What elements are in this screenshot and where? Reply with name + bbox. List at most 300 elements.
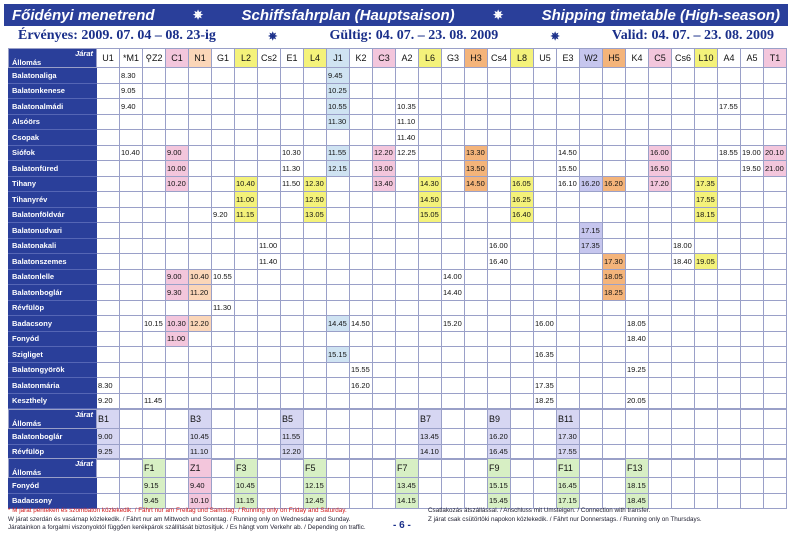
- time-cell: 9.15: [143, 478, 166, 494]
- allomas-label: Állomás: [12, 58, 42, 67]
- time-cell: [419, 68, 442, 84]
- star-icon: ✵: [550, 30, 560, 43]
- star-icon: ✵: [193, 8, 204, 22]
- time-cell: [212, 378, 235, 394]
- route-code: U1: [97, 49, 120, 68]
- table-row: [9, 285, 787, 301]
- time-cell: [626, 285, 649, 301]
- time-cell: 18.15: [695, 207, 718, 223]
- time-cell: [212, 68, 235, 84]
- route-code: [258, 410, 281, 429]
- time-cell: [695, 161, 718, 177]
- time-cell: [97, 161, 120, 177]
- time-cell: [741, 114, 764, 130]
- time-cell: [189, 331, 212, 347]
- time-cell: [212, 393, 235, 409]
- time-cell: [557, 393, 580, 409]
- route-code: N1: [189, 49, 212, 68]
- time-cell: 10.25: [327, 83, 350, 99]
- time-cell: [511, 285, 534, 301]
- time-cell: [534, 130, 557, 146]
- time-cell: [419, 378, 442, 394]
- time-cell: [304, 114, 327, 130]
- station-name: Balatonfüred: [9, 161, 97, 177]
- time-cell: [235, 68, 258, 84]
- time-cell: 13.30: [465, 145, 488, 161]
- route-code: E1: [281, 49, 304, 68]
- footnote-thursday: Z járat csak csütörtöki napokon közlekedik. / Fährt nur Donnerstags. / Running only on Thursdays.: [428, 515, 702, 523]
- station-name: Balatonboglár: [9, 285, 97, 301]
- time-cell: [511, 347, 534, 363]
- time-cell: [235, 347, 258, 363]
- time-cell: 12.25: [396, 145, 419, 161]
- table-row: [9, 393, 787, 409]
- time-cell: [764, 130, 787, 146]
- time-cell: [557, 300, 580, 316]
- time-cell: [350, 99, 373, 115]
- time-cell: [741, 362, 764, 378]
- time-cell: [488, 99, 511, 115]
- time-cell: [603, 99, 626, 115]
- time-cell: [419, 238, 442, 254]
- time-cell: [649, 429, 672, 445]
- time-cell: [534, 176, 557, 192]
- time-cell: [649, 362, 672, 378]
- time-cell: [442, 207, 465, 223]
- time-cell: [143, 68, 166, 84]
- time-cell: 17.35: [580, 238, 603, 254]
- validity-hu: Érvényes: 2009. 07. 04 – 08. 23-ig: [18, 28, 216, 43]
- time-cell: 9.20: [212, 207, 235, 223]
- time-cell: [97, 316, 120, 332]
- time-cell: [97, 68, 120, 84]
- time-cell: [741, 99, 764, 115]
- time-cell: 10.40: [235, 176, 258, 192]
- time-cell: [603, 478, 626, 494]
- time-cell: [741, 393, 764, 409]
- time-cell: 13.50: [465, 161, 488, 177]
- time-cell: 18.05: [603, 269, 626, 285]
- time-cell: [672, 393, 695, 409]
- time-cell: [534, 478, 557, 494]
- time-cell: [304, 393, 327, 409]
- time-cell: [695, 68, 718, 84]
- time-cell: [557, 362, 580, 378]
- time-cell: [534, 83, 557, 99]
- time-cell: [258, 378, 281, 394]
- time-cell: [143, 362, 166, 378]
- route-code: [649, 410, 672, 429]
- time-cell: [534, 254, 557, 270]
- time-cell: [327, 300, 350, 316]
- time-cell: [764, 238, 787, 254]
- time-cell: [442, 378, 465, 394]
- route-code: [396, 410, 419, 429]
- time-cell: [557, 223, 580, 239]
- time-cell: 11.20: [189, 285, 212, 301]
- route-code: [212, 410, 235, 429]
- time-cell: [695, 99, 718, 115]
- time-cell: [741, 68, 764, 84]
- time-cell: [741, 429, 764, 445]
- route-code: L2: [235, 49, 258, 68]
- table-row: [9, 99, 787, 115]
- time-cell: [511, 254, 534, 270]
- time-cell: [419, 161, 442, 177]
- table-row: [9, 83, 787, 99]
- time-cell: 15.05: [419, 207, 442, 223]
- time-cell: [327, 362, 350, 378]
- time-cell: [626, 254, 649, 270]
- station-name: Révfülöp: [9, 444, 97, 460]
- time-cell: [373, 316, 396, 332]
- time-cell: 11.45: [143, 393, 166, 409]
- station-name: Balatonudvari: [9, 223, 97, 239]
- time-cell: 10.30: [166, 316, 189, 332]
- time-cell: [465, 316, 488, 332]
- time-cell: [166, 207, 189, 223]
- station-name: Balatonkenese: [9, 83, 97, 99]
- time-cell: [419, 300, 442, 316]
- time-cell: [212, 347, 235, 363]
- time-cell: [350, 207, 373, 223]
- time-cell: [626, 192, 649, 208]
- time-cell: [603, 300, 626, 316]
- time-cell: [258, 478, 281, 494]
- time-cell: [350, 285, 373, 301]
- time-cell: [304, 429, 327, 445]
- time-cell: 17.20: [649, 176, 672, 192]
- time-cell: [97, 238, 120, 254]
- route-code: [120, 410, 143, 429]
- time-cell: [695, 316, 718, 332]
- time-cell: [511, 300, 534, 316]
- time-cell: [626, 114, 649, 130]
- route-code: [465, 459, 488, 478]
- title-en: Shipping timetable (High-season): [541, 6, 780, 24]
- time-cell: [695, 130, 718, 146]
- time-cell: [695, 238, 718, 254]
- time-cell: 14.30: [419, 176, 442, 192]
- time-cell: 12.15: [304, 478, 327, 494]
- time-cell: [534, 269, 557, 285]
- time-cell: [741, 269, 764, 285]
- time-cell: [327, 393, 350, 409]
- route-code: E3: [557, 49, 580, 68]
- time-cell: [649, 99, 672, 115]
- time-cell: [304, 316, 327, 332]
- route-code: [373, 459, 396, 478]
- time-cell: [672, 223, 695, 239]
- route-code: [672, 459, 695, 478]
- table-row: [9, 130, 787, 146]
- time-cell: [718, 176, 741, 192]
- table-row: [9, 192, 787, 208]
- time-cell: [764, 68, 787, 84]
- route-code: [419, 459, 442, 478]
- time-cell: [442, 238, 465, 254]
- time-cell: 9.45: [327, 68, 350, 84]
- time-cell: [373, 68, 396, 84]
- time-cell: 15.20: [442, 316, 465, 332]
- time-cell: [189, 192, 212, 208]
- time-cell: [488, 145, 511, 161]
- time-cell: [120, 300, 143, 316]
- corner-header: [9, 410, 97, 429]
- footnote-m: * M járat pénteken és szombaton közlekedik. / Fährt nur am Freitag und Samstag. / Running only on Friday and Saturday.: [8, 507, 347, 514]
- time-cell: [350, 429, 373, 445]
- time-cell: [488, 285, 511, 301]
- time-cell: [97, 176, 120, 192]
- time-cell: 15.55: [350, 362, 373, 378]
- time-cell: [511, 145, 534, 161]
- time-cell: [143, 176, 166, 192]
- time-cell: 11.30: [281, 161, 304, 177]
- time-cell: [580, 161, 603, 177]
- time-cell: 13.45: [396, 478, 419, 494]
- time-cell: [189, 83, 212, 99]
- time-cell: [649, 269, 672, 285]
- time-cell: [97, 192, 120, 208]
- time-cell: 13.45: [419, 429, 442, 445]
- time-cell: [396, 362, 419, 378]
- footnote-right: [428, 507, 702, 524]
- time-cell: [603, 68, 626, 84]
- main-timetable: [8, 48, 787, 409]
- route-code: [327, 410, 350, 429]
- time-cell: [396, 300, 419, 316]
- time-cell: [718, 393, 741, 409]
- time-cell: [672, 362, 695, 378]
- time-cell: [764, 393, 787, 409]
- time-cell: [396, 161, 419, 177]
- time-cell: [166, 362, 189, 378]
- time-cell: [626, 68, 649, 84]
- time-cell: [373, 99, 396, 115]
- time-cell: [649, 316, 672, 332]
- time-cell: [672, 300, 695, 316]
- time-cell: [695, 393, 718, 409]
- time-cell: 17.15: [557, 493, 580, 509]
- route-code: [695, 459, 718, 478]
- time-cell: [419, 269, 442, 285]
- time-cell: [603, 145, 626, 161]
- time-cell: [235, 269, 258, 285]
- time-cell: [557, 68, 580, 84]
- time-cell: [350, 145, 373, 161]
- time-cell: [212, 238, 235, 254]
- time-cell: [235, 223, 258, 239]
- time-cell: [695, 114, 718, 130]
- time-cell: [649, 254, 672, 270]
- station-name: Balatonboglár: [9, 429, 97, 445]
- time-cell: [166, 478, 189, 494]
- station-name: Badacsony: [9, 493, 97, 509]
- time-cell: [603, 192, 626, 208]
- time-cell: [212, 130, 235, 146]
- time-cell: 14.10: [419, 444, 442, 460]
- time-cell: [97, 207, 120, 223]
- time-cell: [580, 378, 603, 394]
- station-name: Csopak: [9, 130, 97, 146]
- time-cell: [304, 99, 327, 115]
- time-cell: [304, 331, 327, 347]
- time-cell: [511, 161, 534, 177]
- station-name: Balatonakali: [9, 238, 97, 254]
- time-cell: 15.50: [557, 161, 580, 177]
- time-cell: [741, 478, 764, 494]
- time-cell: [143, 161, 166, 177]
- time-cell: [626, 99, 649, 115]
- time-cell: [764, 300, 787, 316]
- time-cell: [465, 478, 488, 494]
- time-cell: [350, 238, 373, 254]
- time-cell: 11.00: [166, 331, 189, 347]
- time-cell: [166, 300, 189, 316]
- time-cell: 11.10: [189, 444, 212, 460]
- time-cell: [626, 161, 649, 177]
- time-cell: [281, 114, 304, 130]
- route-code: [235, 410, 258, 429]
- time-cell: [120, 347, 143, 363]
- station-name: Badacsony: [9, 316, 97, 332]
- route-code: L4: [304, 49, 327, 68]
- station-name: Tihany: [9, 176, 97, 192]
- table-row: [9, 238, 787, 254]
- time-cell: [281, 331, 304, 347]
- time-cell: 12.20: [281, 444, 304, 460]
- time-cell: [534, 429, 557, 445]
- route-code: [97, 459, 120, 478]
- time-cell: [97, 254, 120, 270]
- station-name: Balatonföldvár: [9, 207, 97, 223]
- route-code: [695, 410, 718, 429]
- time-cell: [649, 83, 672, 99]
- route-code: B11: [557, 410, 580, 429]
- time-cell: [465, 269, 488, 285]
- time-cell: [511, 99, 534, 115]
- time-cell: [465, 285, 488, 301]
- route-code: B9: [488, 410, 511, 429]
- time-cell: [718, 223, 741, 239]
- route-code: Cs6: [672, 49, 695, 68]
- route-code: C3: [373, 49, 396, 68]
- time-cell: [120, 161, 143, 177]
- time-cell: 16.45: [488, 444, 511, 460]
- time-cell: [741, 238, 764, 254]
- time-cell: 12.50: [304, 192, 327, 208]
- route-code: Cs4: [488, 49, 511, 68]
- route-code: C5: [649, 49, 672, 68]
- time-cell: [120, 362, 143, 378]
- time-cell: [557, 192, 580, 208]
- route-code: [511, 410, 534, 429]
- footnote-transfer: Csatlakozás átszállással. / Anschluss mit Umsteigen. / Connection with transfer.: [428, 507, 651, 514]
- time-cell: [672, 316, 695, 332]
- time-cell: [764, 316, 787, 332]
- route-code: [166, 410, 189, 429]
- time-cell: [189, 99, 212, 115]
- route-code: [534, 459, 557, 478]
- time-cell: [672, 68, 695, 84]
- time-cell: [465, 114, 488, 130]
- route-code: [603, 459, 626, 478]
- time-cell: [143, 300, 166, 316]
- time-cell: [212, 362, 235, 378]
- time-cell: [373, 429, 396, 445]
- ferry-boglar-revfulop: [8, 409, 787, 460]
- time-cell: [120, 114, 143, 130]
- time-cell: [396, 68, 419, 84]
- time-cell: 8.30: [120, 68, 143, 84]
- time-cell: [373, 285, 396, 301]
- time-cell: 12.30: [304, 176, 327, 192]
- time-cell: 17.35: [534, 378, 557, 394]
- time-cell: [189, 378, 212, 394]
- time-cell: [304, 269, 327, 285]
- route-code: F11: [557, 459, 580, 478]
- time-cell: [718, 285, 741, 301]
- time-cell: [465, 254, 488, 270]
- time-cell: [649, 238, 672, 254]
- station-name: Siófok: [9, 145, 97, 161]
- time-cell: [718, 269, 741, 285]
- time-cell: [281, 362, 304, 378]
- time-cell: [350, 192, 373, 208]
- time-cell: [488, 331, 511, 347]
- time-cell: [258, 285, 281, 301]
- time-cell: [189, 130, 212, 146]
- time-cell: [741, 347, 764, 363]
- time-cell: 16.25: [511, 192, 534, 208]
- time-cell: [603, 130, 626, 146]
- time-cell: [258, 347, 281, 363]
- time-cell: [465, 130, 488, 146]
- time-cell: [672, 161, 695, 177]
- time-cell: [718, 362, 741, 378]
- time-cell: [442, 99, 465, 115]
- time-cell: 13.40: [373, 176, 396, 192]
- time-cell: 18.45: [626, 493, 649, 509]
- table-row: [9, 316, 787, 332]
- time-cell: [718, 429, 741, 445]
- time-cell: [258, 331, 281, 347]
- time-cell: [143, 83, 166, 99]
- time-cell: [442, 478, 465, 494]
- time-cell: [373, 223, 396, 239]
- time-cell: [327, 378, 350, 394]
- time-cell: [511, 429, 534, 445]
- time-cell: 11.15: [235, 207, 258, 223]
- time-cell: [672, 207, 695, 223]
- time-cell: 11.40: [396, 130, 419, 146]
- time-cell: 19.50: [741, 161, 764, 177]
- time-cell: [764, 223, 787, 239]
- time-cell: [419, 223, 442, 239]
- time-cell: 11.55: [281, 429, 304, 445]
- time-cell: [350, 478, 373, 494]
- time-cell: [327, 478, 350, 494]
- time-cell: [120, 254, 143, 270]
- time-cell: [534, 362, 557, 378]
- time-cell: [741, 378, 764, 394]
- station-name: Balatonmária: [9, 378, 97, 394]
- time-cell: [143, 254, 166, 270]
- time-cell: [580, 300, 603, 316]
- time-cell: [465, 300, 488, 316]
- route-code: L8: [511, 49, 534, 68]
- time-cell: [488, 207, 511, 223]
